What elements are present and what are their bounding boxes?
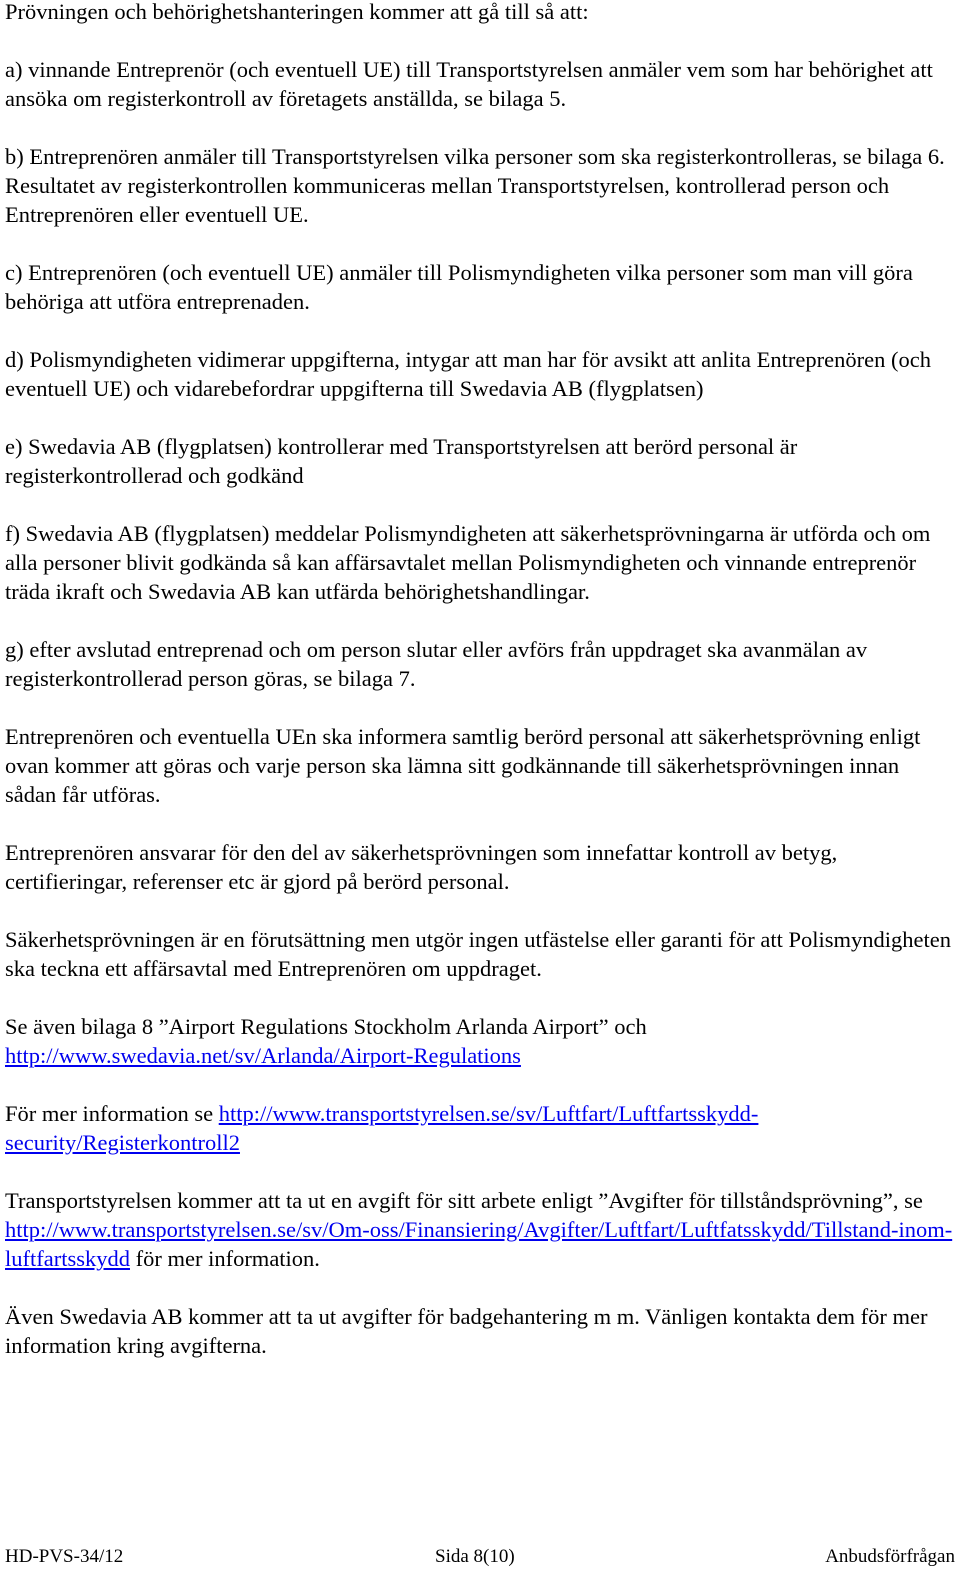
item-b: b) Entreprenören anmäler till Transportstyrelsen vilka personer som ska registerkontrolleras, se bilaga 6. Resultatet av registerkontrollen kommuniceras mellan Transportstyrelsen, kontrollerad person och Entreprenören eller eventuell UE. bbox=[5, 144, 945, 227]
item-f: f) Swedavia AB (flygplatsen) meddelar Polismyndigheten att säkerhetsprövningarna är utförda och om alla personer blivit godkända så kan affärsavtalet mellan Polismyndigheten och vinnande entreprenör träda ikraft och Swedavia AB kan utfärda behörighetshandlingar. bbox=[5, 521, 931, 604]
item-e: e) Swedavia AB (flygplatsen) kontrollerar med Transportstyrelsen att berörd personal är registerkontrollerad och godkänd bbox=[5, 434, 798, 488]
see-also-paragraph bbox=[5, 1012, 955, 1070]
transportstyrelsen-registerkontroll-link[interactable]: http://www.transportstyrelsen.se/sv/Luftfart/Luftfartsskydd-security/Registerkontroll2 bbox=[5, 1101, 759, 1155]
item-a: a) vinnande Entreprenör (och eventuell UE) till Transportstyrelsen anmäler vem som har behörighet att ansöka om registerkontroll av företagets anställda, se bilaga 5. bbox=[5, 57, 933, 111]
fee-paragraph bbox=[5, 1186, 955, 1273]
document-body bbox=[5, 0, 955, 1389]
more-info-text: För mer information se bbox=[5, 1101, 214, 1126]
footer-doc-id: HD-PVS-34/12 bbox=[5, 1546, 124, 1567]
item-d: d) Polismyndigheten vidimerar uppgifterna, intygar att man har för avsikt att anlita Entreprenören (och eventuell UE) och vidarebefordrar uppgifterna till Swedavia AB (flygplatsen) bbox=[5, 347, 931, 401]
inform-paragraph: Entreprenören och eventuella UEn ska informera samtlig berörd personal att säkerhetsprövning enligt ovan kommer att göras och varje person ska lämna sitt godkännande till säkerhetsprövningen innan sådan får utföras. bbox=[5, 724, 921, 807]
transportstyrelsen-fees-link[interactable]: http://www.transportstyrelsen.se/sv/Om-oss/Finansiering/Avgifter/Luftfart/Luftfatsskydd/Tillstand-inom-luftfartsskydd bbox=[5, 1217, 953, 1271]
item-c: c) Entreprenören (och eventuell UE) anmäler till Polismyndigheten vilka personer som man vill göra behöriga att utföra entreprenaden. bbox=[5, 260, 913, 314]
more-info-paragraph bbox=[5, 1099, 955, 1157]
precondition-paragraph: Säkerhetsprövningen är en förutsättning men utgör ingen utfästelse eller garanti för att Polismyndigheten ska teckna ett affärsavtal med Entreprenören om uppdraget. bbox=[5, 927, 951, 981]
item-g: g) efter avslutad entreprenad och om person slutar eller avförs från uppdraget ska avanmälan av registerkontrollerad person göras, se bilaga 7. bbox=[5, 637, 868, 691]
page-footer bbox=[5, 1543, 955, 1571]
see-also-text: Se även bilaga 8 ”Airport Regulations Stockholm Arlanda Airport” och bbox=[5, 1014, 647, 1039]
fee-text-after: för mer information. bbox=[135, 1246, 320, 1271]
footer-page-number: Sida 8(10) bbox=[435, 1546, 515, 1567]
swedavia-regulations-link[interactable]: http://www.swedavia.net/sv/Arlanda/Airport-Regulations bbox=[5, 1043, 521, 1068]
footer-doc-type: Anbudsförfrågan bbox=[825, 1546, 955, 1567]
intro-paragraph: Prövningen och behörighetshanteringen kommer att gå till så att: bbox=[5, 0, 589, 24]
fee-text-before: Transportstyrelsen kommer att ta ut en avgift för sitt arbete enligt ”Avgifter för tillståndsprövning”, se bbox=[5, 1188, 923, 1213]
swedavia-fees-paragraph: Även Swedavia AB kommer att ta ut avgifter för badgehantering m m. Vänligen kontakta dem för mer information kring avgifterna. bbox=[5, 1304, 928, 1358]
responsible-paragraph: Entreprenören ansvarar för den del av säkerhetsprövningen som innefattar kontroll av betyg, certifieringar, referenser etc är gjord på berörd personal. bbox=[5, 840, 838, 894]
